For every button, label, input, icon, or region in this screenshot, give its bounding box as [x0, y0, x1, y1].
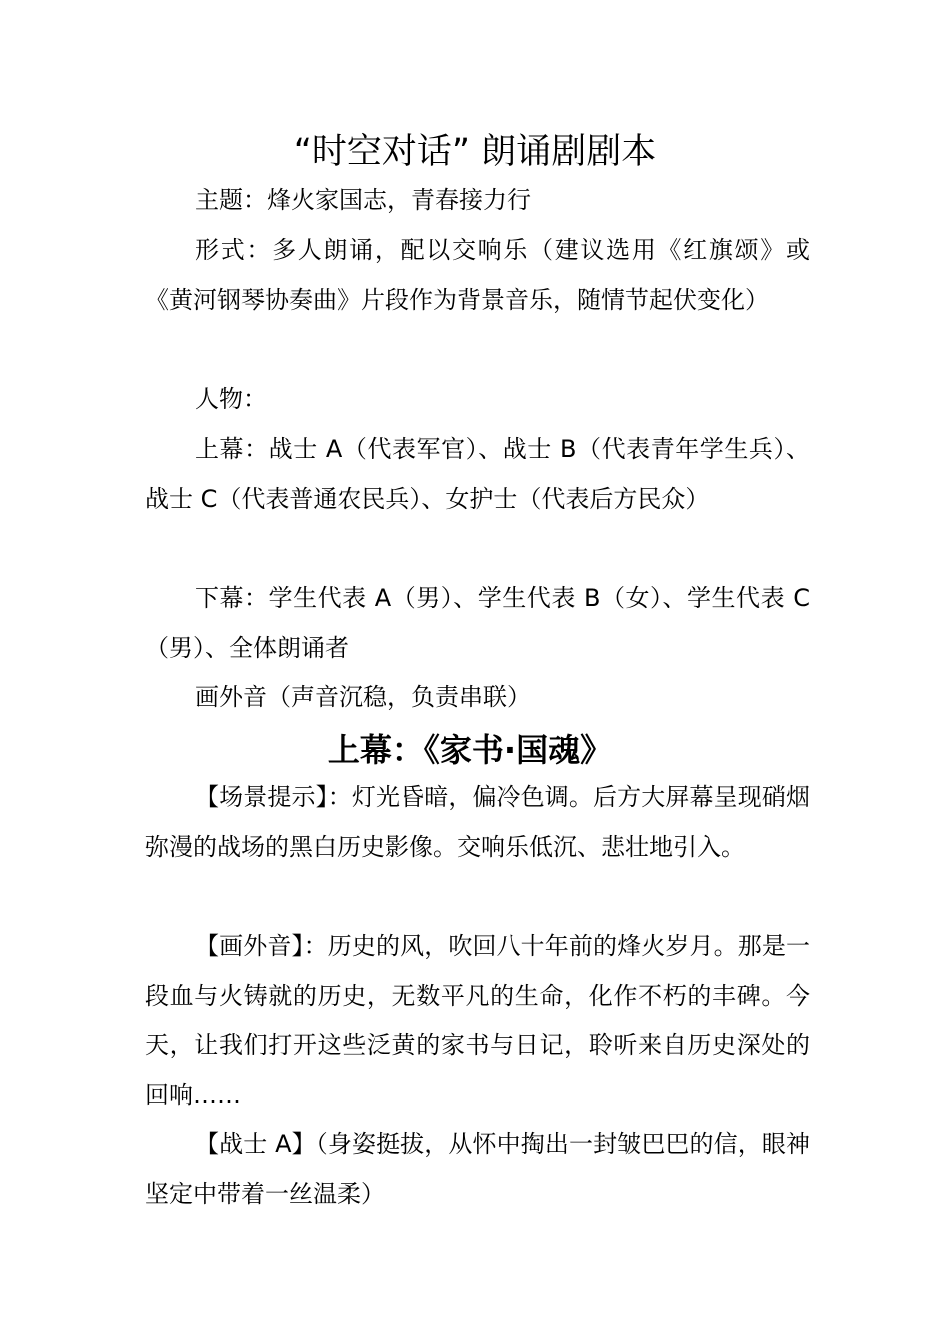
soldier-a-paragraph: 【战士 A】（身姿挺拔，从怀中掏出一封皱巴巴的信，眼神坚定中带着一丝温柔）	[145, 1130, 810, 1208]
scene-hint-paragraph: 【场景提示】：灯光昏暗，偏冷色调。后方大屏幕呈现硝烟弥漫的战场的黑白历史影像。交响乐低沉、悲壮地引入。	[145, 783, 810, 861]
characters-label: 人物：	[195, 385, 267, 413]
form-paragraph: 形式：多人朗诵，配以交响乐（建议选用《红旗颂》或《黄河钢琴协奏曲》片段作为背景音乐，随情节起伏变化）	[145, 236, 810, 314]
act1-heading: 上幕：《家书·国魂》	[327, 731, 613, 769]
voiceover-cast-line: 画外音（声音沉稳，负责串联）	[195, 683, 531, 711]
act1-cast-paragraph: 上幕：战士 A（代表军官）、战士 B（代表青年学生兵）、战士 C（代表普通农民兵）、女护士（代表后方民众）	[145, 435, 810, 513]
theme-line: 主题：烽火家国志，青春接力行	[195, 186, 531, 214]
document-title: “时空对话” 朗诵剧剧本	[293, 132, 657, 172]
act2-cast-paragraph: 下幕：学生代表 A（男）、学生代表 B（女）、学生代表 C（男）、全体朗诵者	[145, 584, 810, 662]
voiceover-paragraph: 【画外音】：历史的风，吹回八十年前的烽火岁月。那是一段血与火铸就的历史，无数平凡的生命，化作不朽的丰碑。今天，让我们打开这些泛黄的家书与日记，聆听来自历史深处的回响……	[145, 932, 810, 1109]
